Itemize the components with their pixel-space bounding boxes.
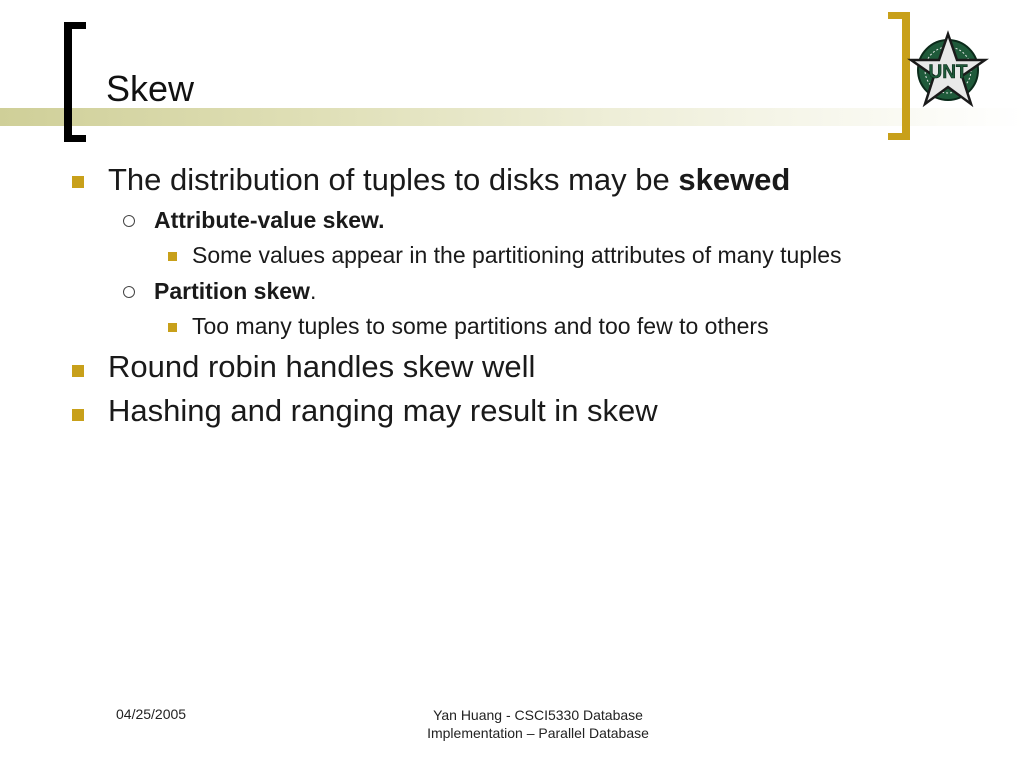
- bullet-emphasis: skewed: [678, 162, 791, 197]
- footer-course: [380, 706, 696, 742]
- bullet-level1: [108, 162, 790, 198]
- footer-line: Implementation – Parallel Database: [427, 725, 649, 741]
- bullet-text: Round robin handles skew well: [108, 349, 536, 384]
- bullet-level3: [192, 242, 842, 269]
- bullet-square-icon: [72, 409, 84, 421]
- footer-line: Yan Huang - CSCI5330 Database: [433, 707, 643, 723]
- bullet-square-icon: [168, 323, 177, 332]
- bullet-text: Too many tuples to some partitions and too few to others: [192, 313, 769, 339]
- bullet-level2: [154, 207, 384, 234]
- unt-star-logo-icon: [906, 28, 990, 112]
- title-band: [0, 108, 1024, 126]
- bullet-square-icon: [72, 365, 84, 377]
- bullet-text: The distribution of tuples to disks may be: [108, 162, 679, 197]
- bullet-circle-icon: [123, 215, 135, 227]
- bullet-emphasis: Partition skew: [154, 278, 310, 304]
- bullet-text: Some values appear in the partitioning attributes of many tuples: [192, 242, 842, 268]
- bullet-circle-icon: [123, 286, 135, 298]
- bullet-square-icon: [168, 252, 177, 261]
- bullet-level1: [108, 349, 535, 385]
- bullet-text: Attribute-value skew.: [154, 207, 385, 233]
- logo-text: UNT: [928, 62, 968, 83]
- bullet-text: Hashing and ranging may result in skew: [108, 393, 658, 428]
- bullet-level3: [192, 313, 769, 340]
- slide-title: Skew: [106, 68, 195, 109]
- bullet-level1: [108, 393, 658, 429]
- bullet-square-icon: [72, 176, 84, 188]
- left-bracket: [64, 22, 86, 142]
- footer-date: 04/25/2005: [116, 706, 187, 722]
- bullet-text: .: [309, 278, 317, 304]
- bullet-level2: [154, 278, 316, 305]
